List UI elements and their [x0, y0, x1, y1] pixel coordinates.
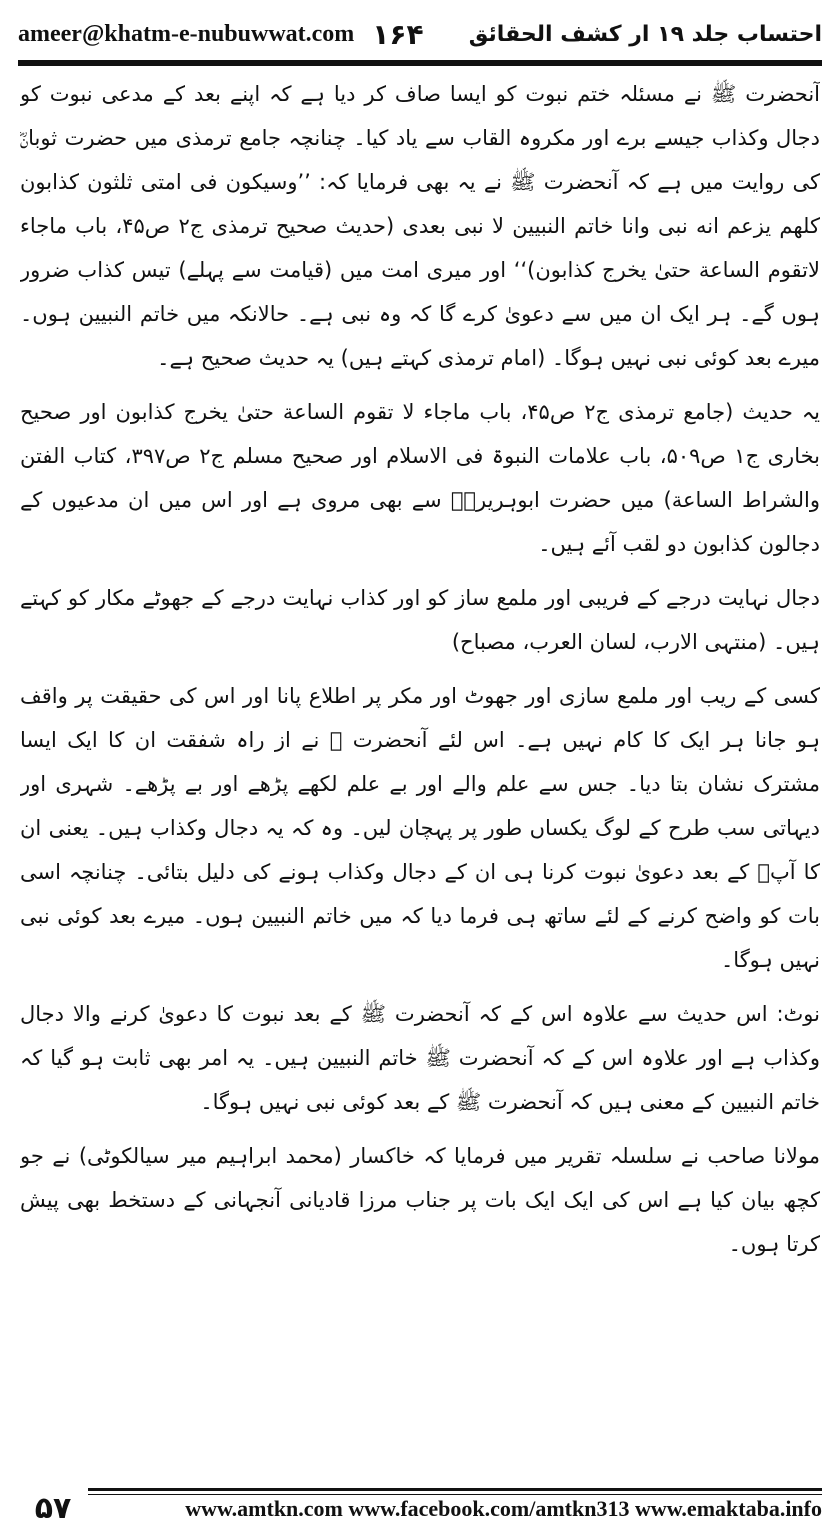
paragraph-6: مولانا صاحب نے سلسلہ تقریر میں فرمایا کہ خاکسار (محمد ابراہیم میر سیالکوٹی) نے جو کچھ بیان کیا ہے اس کی ایک ایک بات پر جناب مرزا قادیانی آنجہانی کے دستخط بھی پیش کرتا ہوں۔ [20, 1144, 820, 1256]
paragraph-4: کسی کے ریب اور ملمع سازی اور جھوٹ اور مکر پر اطلاع پانا اور اس کی حقیقت پر واقف ہو جانا ہر ایک کا کام نہیں ہے۔ اس لئے آنحضرت ﷺ نے از راہ شفقت ان کا ایک ایسا مشترک نشان بتا دیا۔ جس سے علم والے اور بے علم لکھے پڑھے اور بے پڑھے۔ شہری اور دیہاتی سب طرح کے لوگ یکساں طور پر پہچان لیں۔ وہ کہ یہ دجال وکذاب ہیں۔ یعنی ان کا آپؐ کے بعد دعویٰ نبوت کرنا ہی ان کے دجال وکذاب ہونے کی دلیل بتائی۔ چنانچہ اسی بات کو واضح کرنے کے لئے ساتھ ہی فرما دیا کہ میں خاتم النبیین ہوں۔ میرے بعد کوئی نبی نہیں ہوگا۔ [20, 684, 820, 972]
footer-urls: www.amtkn.com www.facebook.com/amtkn313 www.emaktaba.info [185, 1496, 822, 1521]
page-footer [18, 1488, 822, 1528]
paragraph-3: دجال نہایت درجے کے فریبی اور ملمع ساز کو اور کذاب نہایت درجے کے جھوٹے مکار کو کہتے ہیں۔ (منتہی الارب، لسان العرب، مصباح) [20, 586, 820, 654]
paragraph-5: نوٹ: اس حدیث سے علاوہ اس کے کہ آنحضرت ﷺ کے بعد نبوت کا دعویٰ کرنے والا دجال وکذاب ہے اور علاوہ اس کے کہ آنحضرت ﷺ خاتم النبیین ہیں۔ یہ امر بھی ثابت ہو گیا کہ خاتم النبیین کے معنی ہیں کہ آنحضرت ﷺ کے بعد کوئی نبی نہیں ہوگا۔ [20, 1002, 820, 1114]
header-rule [18, 60, 822, 66]
page-body [20, 72, 820, 1458]
footer-bar [88, 1488, 822, 1528]
page-header [18, 14, 822, 54]
header-title: احتساب جلد ۱۹ ار کشف الحقائق [468, 21, 822, 47]
footer-rule-thin [88, 1494, 822, 1495]
paragraph-2: یہ حدیث (جامع ترمذی ج۲ ص۴۵، باب ماجاء لا تقوم الساعة حتیٰ یخرج کذابون اور صحیح بخاری ج۱ ص۵۰۹، باب علامات النبوۃ فی الاسلام اور صحیح مسلم ج۲ ص۳۹۷، کتاب الفتن والشراط الساعة) میں حضرت ابوہریرہؓ سے بھی مروی ہے اور اس میں ان مدعیوں کے دجالون کذابون دو لقب آئے ہیں۔ [20, 400, 820, 556]
footer-page-number: ۵۷ [34, 1490, 72, 1526]
header-page-number: ۱۶۴ [372, 17, 424, 51]
paragraph-1: آنحضرت ﷺ نے مسئلہ ختم نبوت کو ایسا صاف کر دیا ہے کہ اپنے بعد کے مدعی نبوت کو دجال وکذاب جیسے برے اور مکروہ القاب سے یاد کیا۔ چنانچہ جامع ترمذی میں حضرت ثوبانؓ کی روایت میں ہے کہ آنحضرت ﷺ نے یہ بھی فرمایا کہ: ’’وسیکون فی امتی ثلثون کذابون کلھم یزعم انه نبی وانا خاتم النبیین لا نبی بعدی (حدیث صحیح ترمذی ج۲ ص۴۵، باب ماجاء لاتقوم الساعة حتیٰ یخرج کذابون)‘‘ اور میری امت میں (قیامت سے پہلے) تیس کذاب ضرور ہوں گے۔ ہر ایک ان میں سے دعویٰ کرے گا کہ وہ نبی ہے۔ حالانکہ میں خاتم النبیین ہوں۔ میرے بعد کوئی نبی نہیں ہوگا۔ (امام ترمذی کہتے ہیں) یہ حدیث صحیح ہے۔ [20, 82, 820, 370]
header-left [18, 18, 424, 51]
footer-rule [88, 1488, 822, 1491]
header-email: ameer@khatm-e-nubuwwat.com [18, 20, 355, 47]
